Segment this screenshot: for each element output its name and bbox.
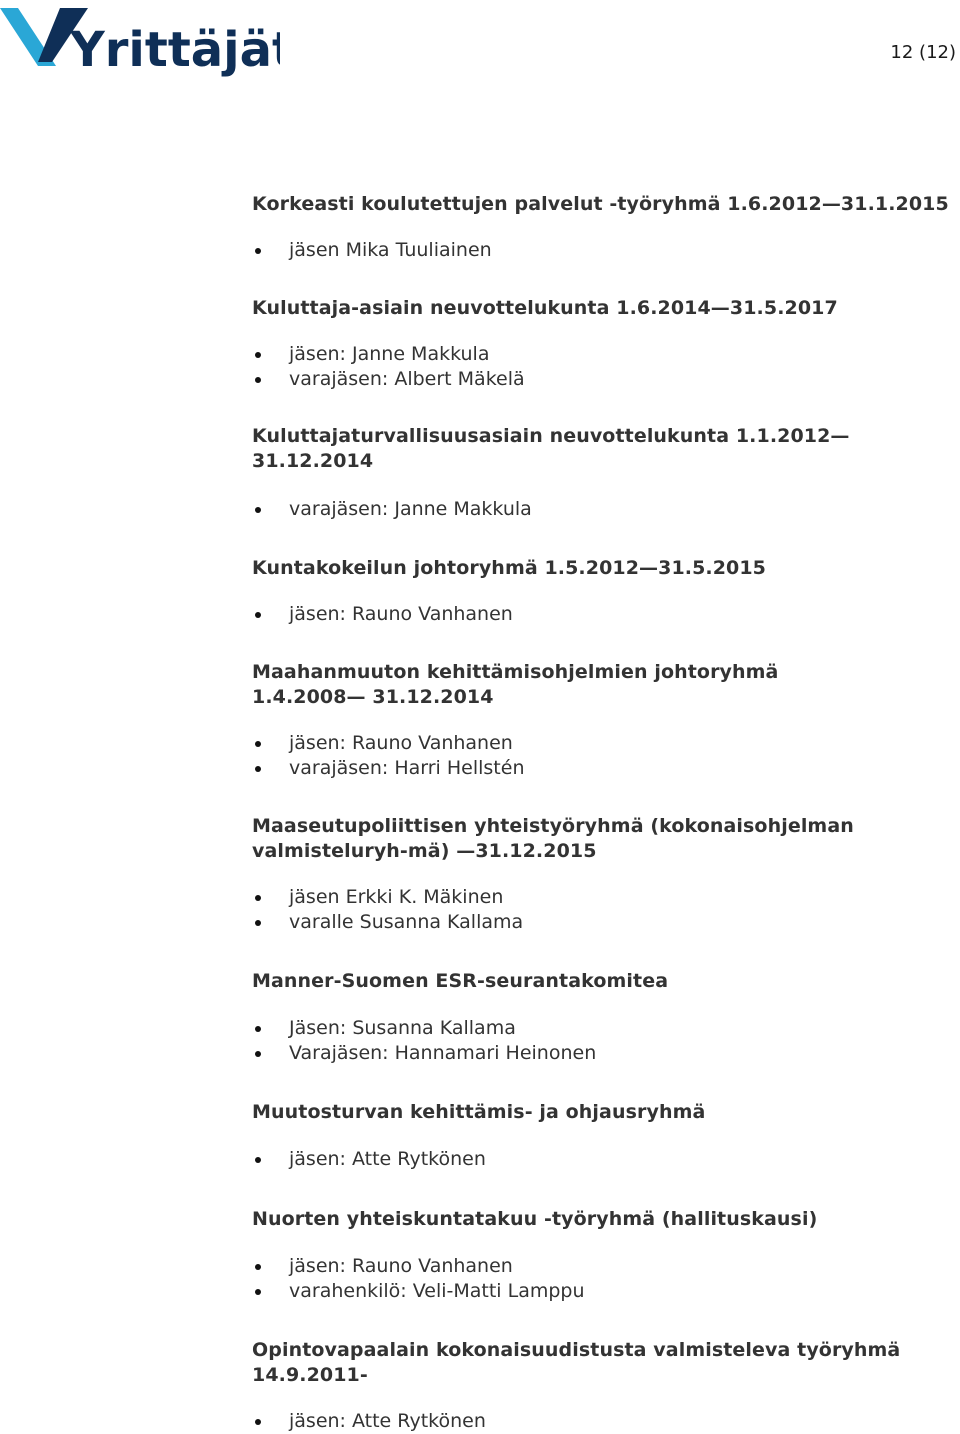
section-heading: Muutosturvan kehittämis- ja ohjausryhmä (252, 1101, 706, 1123)
list-item: varalle Susanna Kallama (252, 910, 952, 935)
list-item: Varajäsen: Hannamari Heinonen (252, 1041, 952, 1066)
list-item: jäsen: Rauno Vanhanen (252, 602, 952, 627)
list-item: jäsen: Atte Rytkönen (252, 1409, 952, 1434)
section-heading: Opintovapaalain kokonaisuudistusta valmisteleva työryhmä 14.9.2011- (252, 1339, 901, 1386)
section-nuorten-yhteiskuntatakuu (252, 1207, 952, 1304)
member-list (252, 885, 952, 935)
page-number: 12 (12) (890, 42, 956, 63)
list-item: jäsen Mika Tuuliainen (252, 238, 952, 263)
list-item: varahenkilö: Veli-Matti Lamppu (252, 1279, 952, 1304)
section-opintovapaalaki (252, 1338, 952, 1434)
section-heading: Kuluttaja-asiain neuvottelukunta 1.6.2014—31.5.2017 (252, 297, 838, 319)
section-kuntakokeilu (252, 556, 952, 627)
list-item: jäsen Erkki K. Mäkinen (252, 885, 952, 910)
section-maaseutupolitiikka (252, 814, 952, 935)
member-list (252, 238, 952, 263)
member-list (252, 731, 952, 781)
list-item: varajäsen: Harri Hellstén (252, 756, 952, 781)
section-kuluttajaturvallisuus (252, 424, 952, 522)
list-item: jäsen: Janne Makkula (252, 342, 952, 367)
section-heading: Nuorten yhteiskuntatakuu -työryhmä (hallituskausi) (252, 1208, 818, 1230)
member-list (252, 1254, 952, 1304)
section-maahanmuutto (252, 660, 952, 781)
member-list (252, 1016, 952, 1066)
section-heading: Manner-Suomen ESR-seurantakomitea (252, 970, 669, 992)
yrittajat-logo (0, 0, 280, 80)
list-item: jäsen: Rauno Vanhanen (252, 731, 952, 756)
section-esr-seurantakomitea (252, 969, 952, 1066)
member-list (252, 342, 952, 392)
member-list (252, 1147, 952, 1172)
list-item: varajäsen: Albert Mäkelä (252, 367, 952, 392)
list-item: jäsen: Rauno Vanhanen (252, 1254, 952, 1279)
section-heading: Maahanmuuton kehittämisohjelmien johtoryhmä 1.4.2008— 31.12.2014 (252, 661, 779, 708)
section-kuluttaja-asiain (252, 296, 952, 392)
logo-text: Yrittäjät (70, 22, 280, 78)
member-list (252, 602, 952, 627)
section-muutosturva (252, 1100, 952, 1172)
section-heading: Kuluttajaturvallisuusasiain neuvottelukunta 1.1.2012—31.12.2014 (252, 425, 850, 472)
section-heading: Korkeasti koulutettujen palvelut -työryhmä 1.6.2012—31.1.2015 (252, 193, 949, 215)
list-item: varajäsen: Janne Makkula (252, 497, 952, 522)
document-body (252, 192, 952, 1434)
logo-graphic (0, 0, 280, 80)
member-list (252, 497, 952, 522)
list-item: Jäsen: Susanna Kallama (252, 1016, 952, 1041)
member-list (252, 1409, 952, 1434)
list-item: jäsen: Atte Rytkönen (252, 1147, 952, 1172)
section-korkeasti-koulutettujen (252, 192, 952, 263)
section-heading: Maaseutupoliittisen yhteistyöryhmä (kokonaisohjelman valmisteluryh-mä) —31.12.2015 (252, 815, 854, 862)
section-heading: Kuntakokeilun johtoryhmä 1.5.2012—31.5.2015 (252, 557, 767, 579)
